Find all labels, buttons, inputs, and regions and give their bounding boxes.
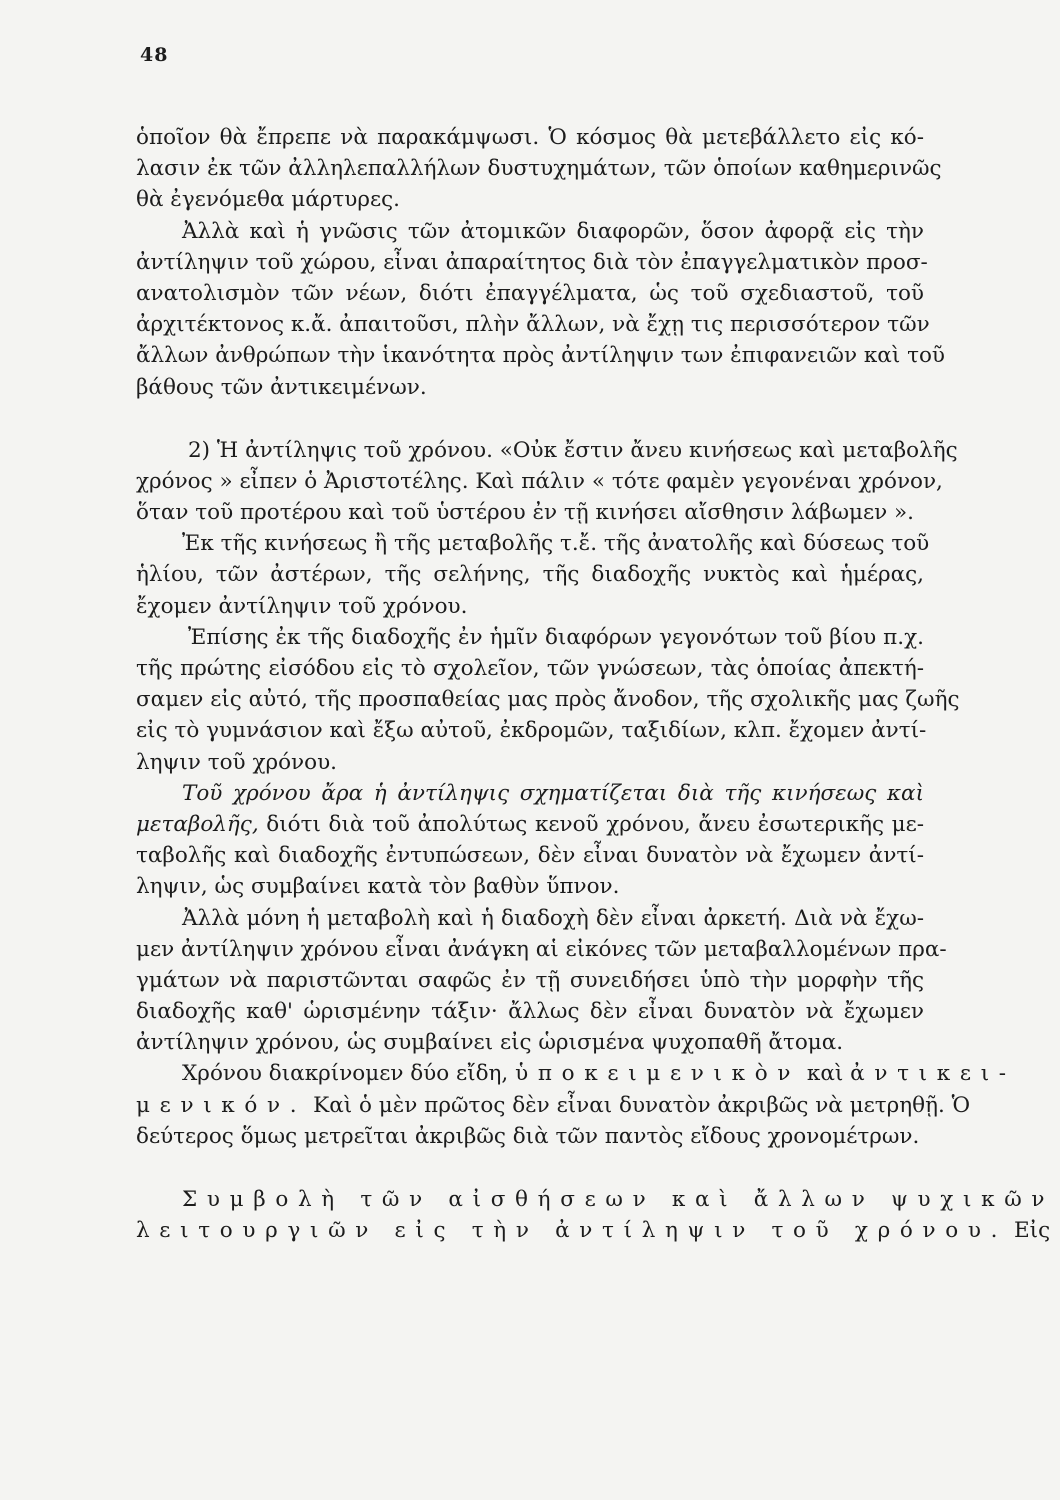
text-line: Ἀλλὰ καὶ ἡ γνῶσις τῶν ἀτομικῶν διαφορῶν, ὅσον ἀφορᾷ εἰς τὴν	[182, 218, 924, 244]
text-line: ἔχομεν ἀντίληψιν τοῦ χρόνου.	[136, 593, 468, 619]
text-line: δεύτερος ὅμως μετρεῖται ἀκριβῶς διὰ τῶν παντὸς εἴδους χρονομέτρων.	[136, 1123, 920, 1149]
text-line: ληψιν τοῦ χρόνου.	[136, 749, 337, 775]
text-fragment: Εἰς	[1007, 1218, 1051, 1244]
body-text	[136, 122, 1055, 1246]
text-fragment: Καὶ ὁ μὲν πρῶτος δὲν εἶναι δυνατὸν ἀκριβῶς νὰ μετρηθῇ. Ὁ	[306, 1092, 971, 1118]
text-line: ὅταν τοῦ προτέρου καὶ τοῦ ὑστέρου ἐν τῇ κινήσει αἴσθησιν λάβωμεν ».	[136, 500, 914, 526]
text-line	[136, 1090, 971, 1121]
text-line: ἀντίληψιν τοῦ χώρου, εἶναι ἀπαραίτητος διὰ τὸν ἐπαγγελματικὸν προσ-	[136, 249, 928, 275]
text-line: θὰ ἐγενόμεθα μάρτυρες.	[136, 187, 400, 213]
text-line: βάθους τῶν ἀντικειμένων.	[136, 374, 427, 400]
spaced-term: ὑποκειμενικὸν	[515, 1061, 801, 1087]
text-fragment: διότι διὰ τοῦ ἀπολύτως κενοῦ χρόνου, ἄνευ ἐσωτερικῆς με-	[258, 811, 924, 837]
text-line: διαδοχῆς καθ' ὡρισμένην τάξιν· ἄλλως δὲν εἶναι δυνατὸν νὰ ἔχωμεν	[136, 999, 924, 1025]
page-number: 48	[140, 44, 169, 66]
text-line: ἡλίου, τῶν ἀστέρων, τῆς σελήνης, τῆς διαδοχῆς νυκτὸς καὶ ἡμέρας,	[136, 562, 924, 588]
text-line: ἀντίληψιν χρόνου, ὡς συμβαίνει εἰς ὡρισμένα ψυχοπαθῆ ἄτομα.	[136, 1030, 844, 1056]
text-line: ανατολισμὸν τῶν νέων, διότι ἐπαγγέλματα, ὡς τοῦ σχεδιαστοῦ, τοῦ	[136, 280, 924, 306]
spaced-term: μενικόν.	[136, 1092, 307, 1118]
text-line: μεν ἀντίληψιν χρόνου εἶναι ἀνάγκη αἱ εἰκόνες τῶν μεταβαλλομένων πρα-	[136, 936, 947, 962]
text-line: Ἐκ τῆς κινήσεως ἢ τῆς μεταβολῆς τ.ἔ. τῆς ἀνατολῆς καὶ δύσεως τοῦ	[182, 531, 930, 557]
text-line: ταβολῆς καὶ διαδοχῆς ἐντυπώσεων, δὲν εἶναι δυνατὸν νὰ ἔχωμεν ἀντί-	[136, 843, 924, 869]
text-line: γμάτων νὰ παριστῶνται σαφῶς ἐν τῇ συνειδήσει ὑπὸ τὴν μορφὴν τῆς	[136, 967, 924, 993]
spaced-term: ἀντικει-	[850, 1061, 1016, 1087]
text-line: ληψιν, ὡς συμβαίνει κατὰ τὸν βαθὺν ὕπνον.	[136, 874, 620, 900]
text-line	[136, 1215, 1051, 1246]
text-line: σαμεν εἰς αὐτό, τῆς προσπαθείας μας πρὸς ἄνοδον, τῆς σχολικῆς μας ζωῆς	[136, 687, 960, 713]
spaced-heading-line: Συμβολὴ τῶν αἰσθήσεων καὶ ἄλλων ψυχικῶν	[182, 1187, 1055, 1212]
text-line	[136, 1058, 1016, 1089]
text-line: ἄλλων ἀνθρώπων τὴν ἱκανότητα πρὸς ἀντίληψιν των ἐπιφανειῶν καὶ τοῦ	[136, 343, 945, 369]
text-line: ὁποῖον θὰ ἔπρεπε νὰ παρακάμψωσι. Ὁ κόσμος θὰ μετεβάλλετο εἰς κό-	[136, 125, 924, 150]
italic-fragment: μεταβολῆς,	[136, 811, 259, 837]
text-line: λασιν ἐκ τῶν ἀλληλεπαλλήλων δυστυχημάτων, τῶν ὁποίων καθημερινῶς	[136, 156, 942, 182]
text-line: τῆς πρώτης εἰσόδου εἰς τὸ σχολεῖον, τῶν γνώσεων, τὰς ὁποίας ἀπεκτή-	[136, 656, 924, 681]
text-fragment: Χρόνου διακρίνομεν δύο εἴδη,	[182, 1061, 516, 1087]
text-line	[136, 809, 924, 840]
text-line: Ἐπίσης ἐκ τῆς διαδοχῆς ἐν ἡμῖν διαφόρων γεγονότων τοῦ βίου π.χ.	[188, 624, 924, 650]
text-line: Ἀλλὰ μόνη ἡ μεταβολὴ καὶ ἡ διαδοχὴ δὲν εἶναι ἀρκετή. Διὰ νὰ ἔχω-	[182, 905, 924, 931]
text-line: ἀρχιτέκτονος κ.ἄ. ἀπαιτοῦσι, πλὴν ἄλλων, νὰ ἔχῃ τις περισσότερον τῶν	[136, 312, 930, 338]
text-line: χρόνος » εἶπεν ὁ Ἀριστοτέλης. Καὶ πάλιν « τότε φαμὲν γεγονέναι χρόνον,	[136, 468, 943, 494]
section-heading-line: 2) Ἡ ἀντίληψις τοῦ χρόνου. «Οὐκ ἔστιν ἄνευ κινήσεως καὶ μεταβολῆς	[188, 437, 958, 463]
spaced-heading-fragment: λειτουργιῶν εἰς τὴν ἀντίληψιν τοῦ χρόνου.	[136, 1218, 1008, 1244]
text-line: εἰς τὸ γυμνάσιον καὶ ἔξω αὐτοῦ, ἐκδρομῶν, ταξιδίων, κλπ. ἔχομεν ἀντί-	[136, 718, 927, 744]
text-fragment: καὶ	[800, 1061, 851, 1087]
italic-text-line: Τοῦ χρόνου ἄρα ἡ ἀντίληψις σχηματίζεται διὰ τῆς κινήσεως καὶ	[182, 780, 924, 806]
